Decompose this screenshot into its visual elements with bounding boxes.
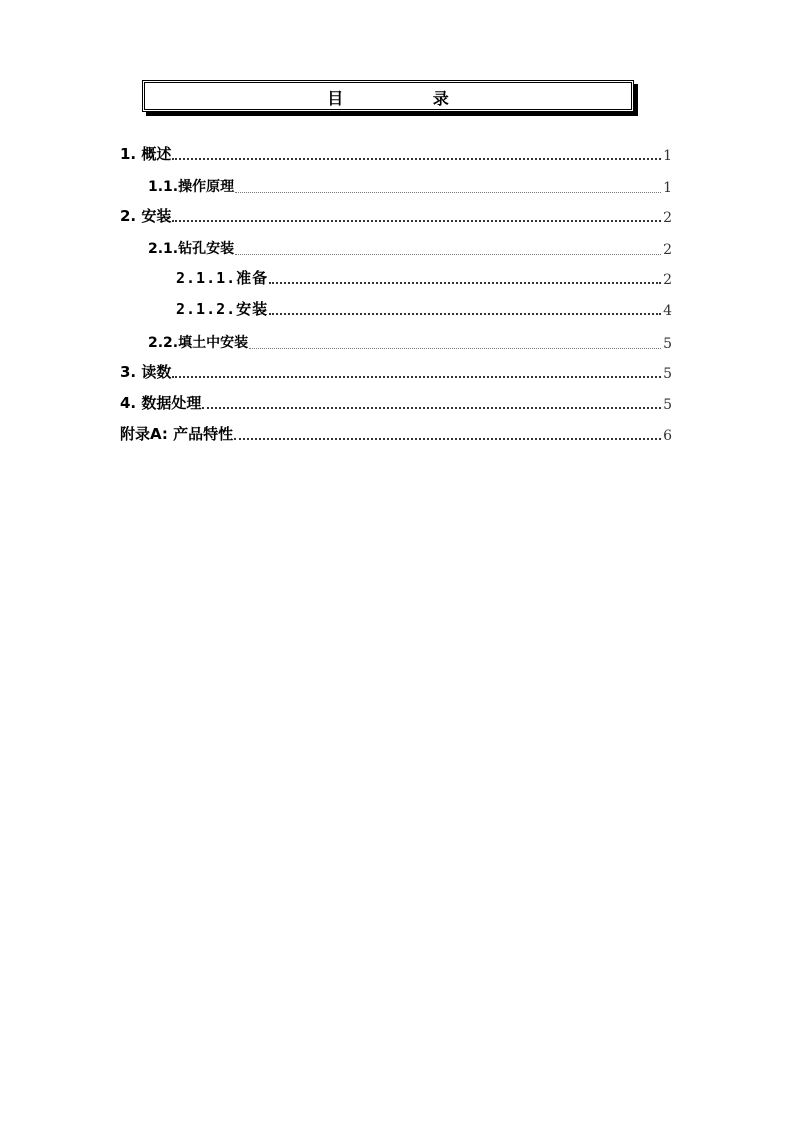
- toc-entry-3[interactable]: [120, 362, 672, 382]
- toc-entry-page: 6: [663, 428, 672, 444]
- toc-title: 目 录: [327, 89, 491, 108]
- toc-entry-page: 2: [663, 210, 672, 226]
- toc-entry-page: 5: [663, 366, 672, 382]
- dot-leader: [172, 154, 661, 160]
- toc-entry-2-2[interactable]: [148, 332, 672, 352]
- toc-entry-label: 2.1.1.准备: [176, 269, 269, 287]
- toc-entry-page: 1: [663, 148, 672, 164]
- dot-leader: [235, 250, 661, 255]
- toc-entry-2[interactable]: [120, 206, 672, 226]
- dot-leader: [249, 344, 661, 349]
- toc-entry-page: 5: [663, 336, 672, 352]
- toc-entry-label: 2.1.钻孔安装: [148, 241, 235, 257]
- toc-entry-4[interactable]: [120, 393, 672, 413]
- toc-entry-2-1[interactable]: [148, 238, 672, 258]
- toc-entry-2-1-1[interactable]: [176, 268, 672, 288]
- toc-entry-label: 附录A: 产品特性: [120, 425, 234, 443]
- toc-entry-label: 2.1.2.安装: [176, 300, 269, 318]
- dot-leader: [234, 434, 661, 440]
- toc-entry-label: 2.2.填土中安装: [148, 335, 249, 351]
- dot-leader: [172, 216, 661, 222]
- toc-entry-page: 5: [663, 397, 672, 413]
- toc-entry-page: 2: [663, 242, 672, 258]
- toc-entry-label: 1. 概述: [120, 145, 172, 163]
- toc-entry-1[interactable]: [120, 144, 672, 164]
- dot-leader: [202, 403, 661, 409]
- toc-entry-appendix-a[interactable]: [120, 424, 672, 444]
- dot-leader: [172, 372, 661, 378]
- dot-leader: [269, 278, 661, 284]
- toc-entry-page: 2: [663, 272, 672, 288]
- toc-entry-label: 1.1.操作原理: [148, 179, 235, 195]
- toc-entry-2-1-2[interactable]: [176, 299, 672, 319]
- toc-entry-page: 4: [663, 303, 672, 319]
- toc-entry-label: 2. 安装: [120, 207, 172, 225]
- toc-entry-1-1[interactable]: [148, 176, 672, 196]
- toc-entry-label: 4. 数据处理: [120, 394, 202, 412]
- dot-leader: [235, 188, 661, 193]
- toc-entry-label: 3. 读数: [120, 363, 172, 381]
- toc-entry-page: 1: [663, 180, 672, 196]
- dot-leader: [269, 309, 661, 315]
